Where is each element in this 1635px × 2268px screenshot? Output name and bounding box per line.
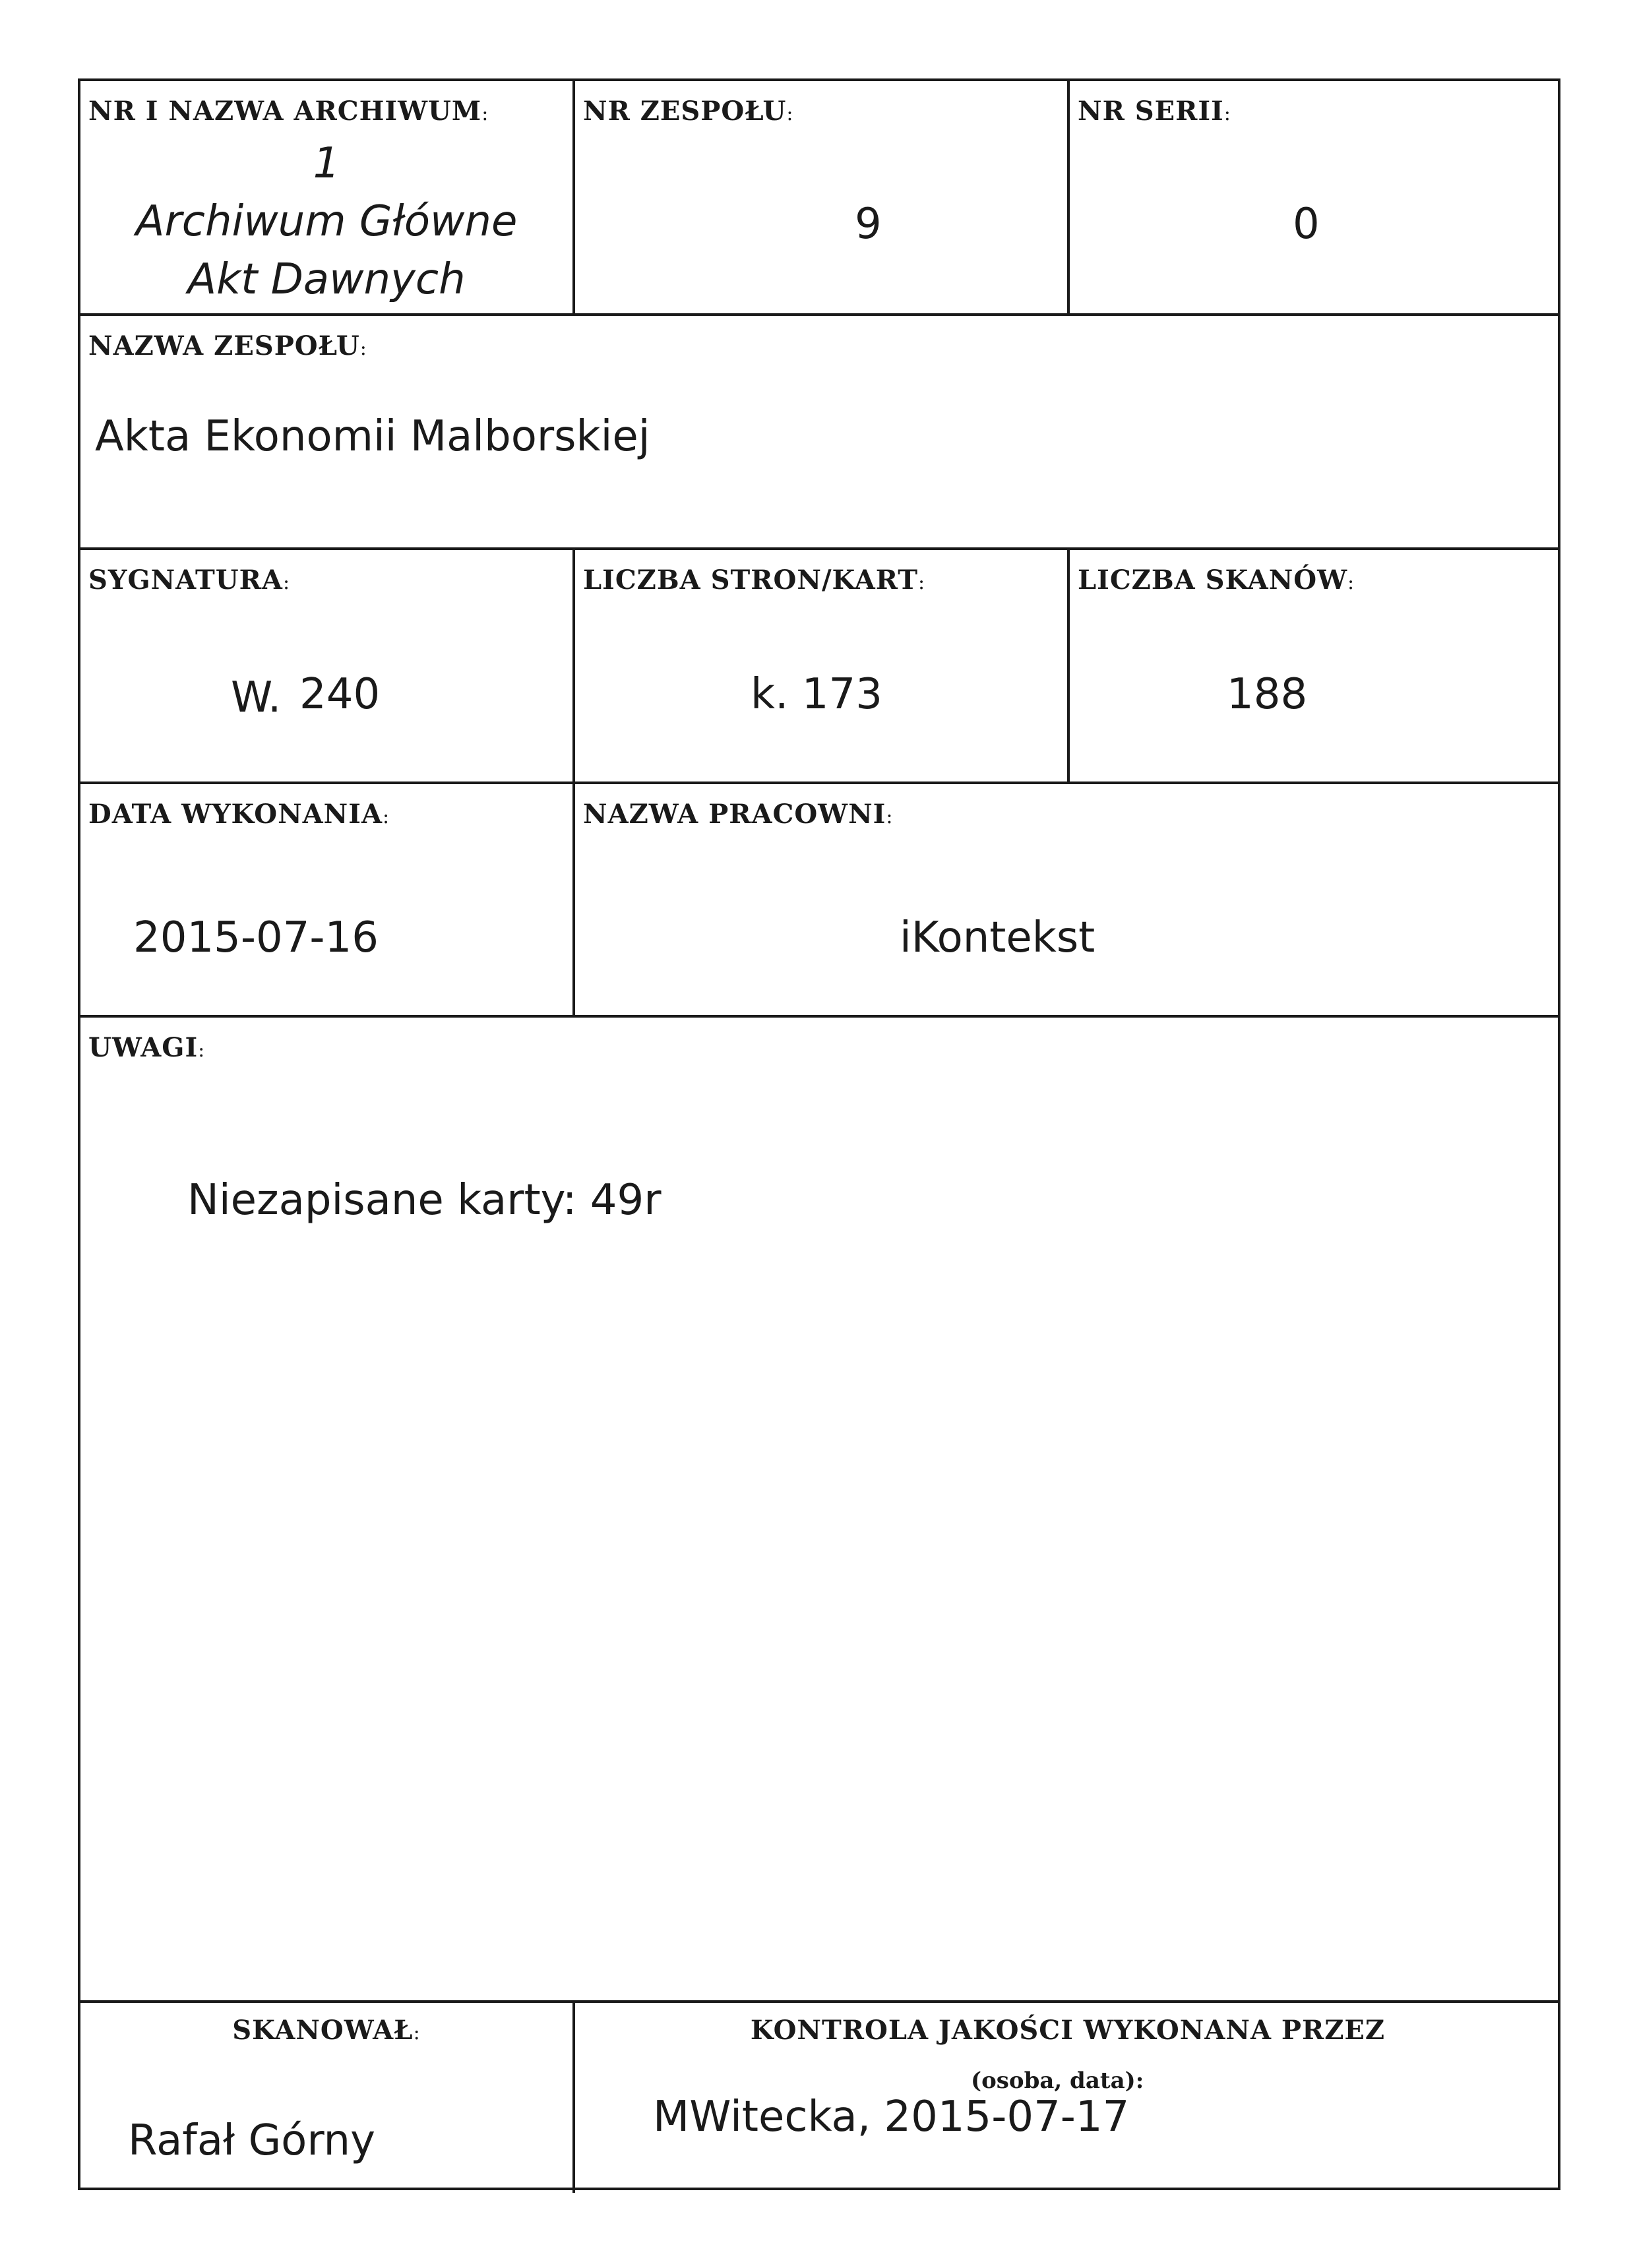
- column-divider: [572, 547, 575, 782]
- fonds-number-value: 9: [855, 200, 882, 249]
- fonds-name-value: Akta Ekonomii Malborskiej: [95, 412, 650, 461]
- scans-label: LICZBA SKANÓW:: [1078, 565, 1355, 596]
- pages-label: LICZBA STRON/KART:: [583, 565, 926, 596]
- quality-control-value: MWitecka, 2015-07-17: [653, 2093, 1130, 2141]
- row-divider: [80, 1015, 1558, 1018]
- fonds-number-label: NR ZESPOŁU:: [583, 96, 794, 127]
- series-number-value: 0: [1293, 200, 1320, 249]
- column-divider: [1067, 547, 1070, 782]
- scans-value: 188: [1227, 670, 1308, 719]
- column-divider: [572, 782, 575, 1015]
- archive-label: NR I NAZWA ARCHIWUM:: [88, 96, 489, 127]
- signature-prefix: W.: [231, 673, 282, 722]
- quality-control-label: KONTROLA JAKOŚCI WYKONANA PRZEZ: [750, 2015, 1386, 2046]
- scanned-by-value: Rafał Górny: [128, 2116, 375, 2165]
- pages-value: k. 173: [751, 670, 882, 719]
- metadata-form: [78, 78, 1560, 2190]
- column-divider: [572, 81, 575, 313]
- row-divider: [80, 313, 1558, 316]
- archive-name-line1: Archiwum Główne: [135, 197, 518, 246]
- row-divider: [80, 782, 1558, 784]
- fonds-name-label: NAZWA ZESPOŁU:: [88, 330, 367, 361]
- series-number-label: NR SERII:: [1078, 96, 1231, 127]
- signature-label: SYGNATURA:: [88, 565, 291, 596]
- scanned-by-label: SKANOWAŁ:: [232, 2015, 421, 2046]
- date-label: DATA WYKONANIA:: [88, 799, 390, 830]
- signature-value: 240: [299, 670, 381, 719]
- column-divider: [1067, 81, 1070, 313]
- notes-label: UWAGI:: [88, 1032, 206, 1063]
- notes-value: Niezapisane karty: 49r: [187, 1176, 662, 1225]
- archive-name-line2: Akt Dawnych: [187, 255, 466, 304]
- studio-value: iKontekst: [900, 913, 1095, 962]
- archive-number: 1: [313, 139, 340, 188]
- row-divider: [80, 2000, 1558, 2003]
- date-value: 2015-07-16: [133, 913, 379, 962]
- quality-control-sublabel: (osoba, data):: [971, 2068, 1144, 2094]
- row-divider: [80, 547, 1558, 550]
- studio-label: NAZWA PRACOWNI:: [583, 799, 894, 830]
